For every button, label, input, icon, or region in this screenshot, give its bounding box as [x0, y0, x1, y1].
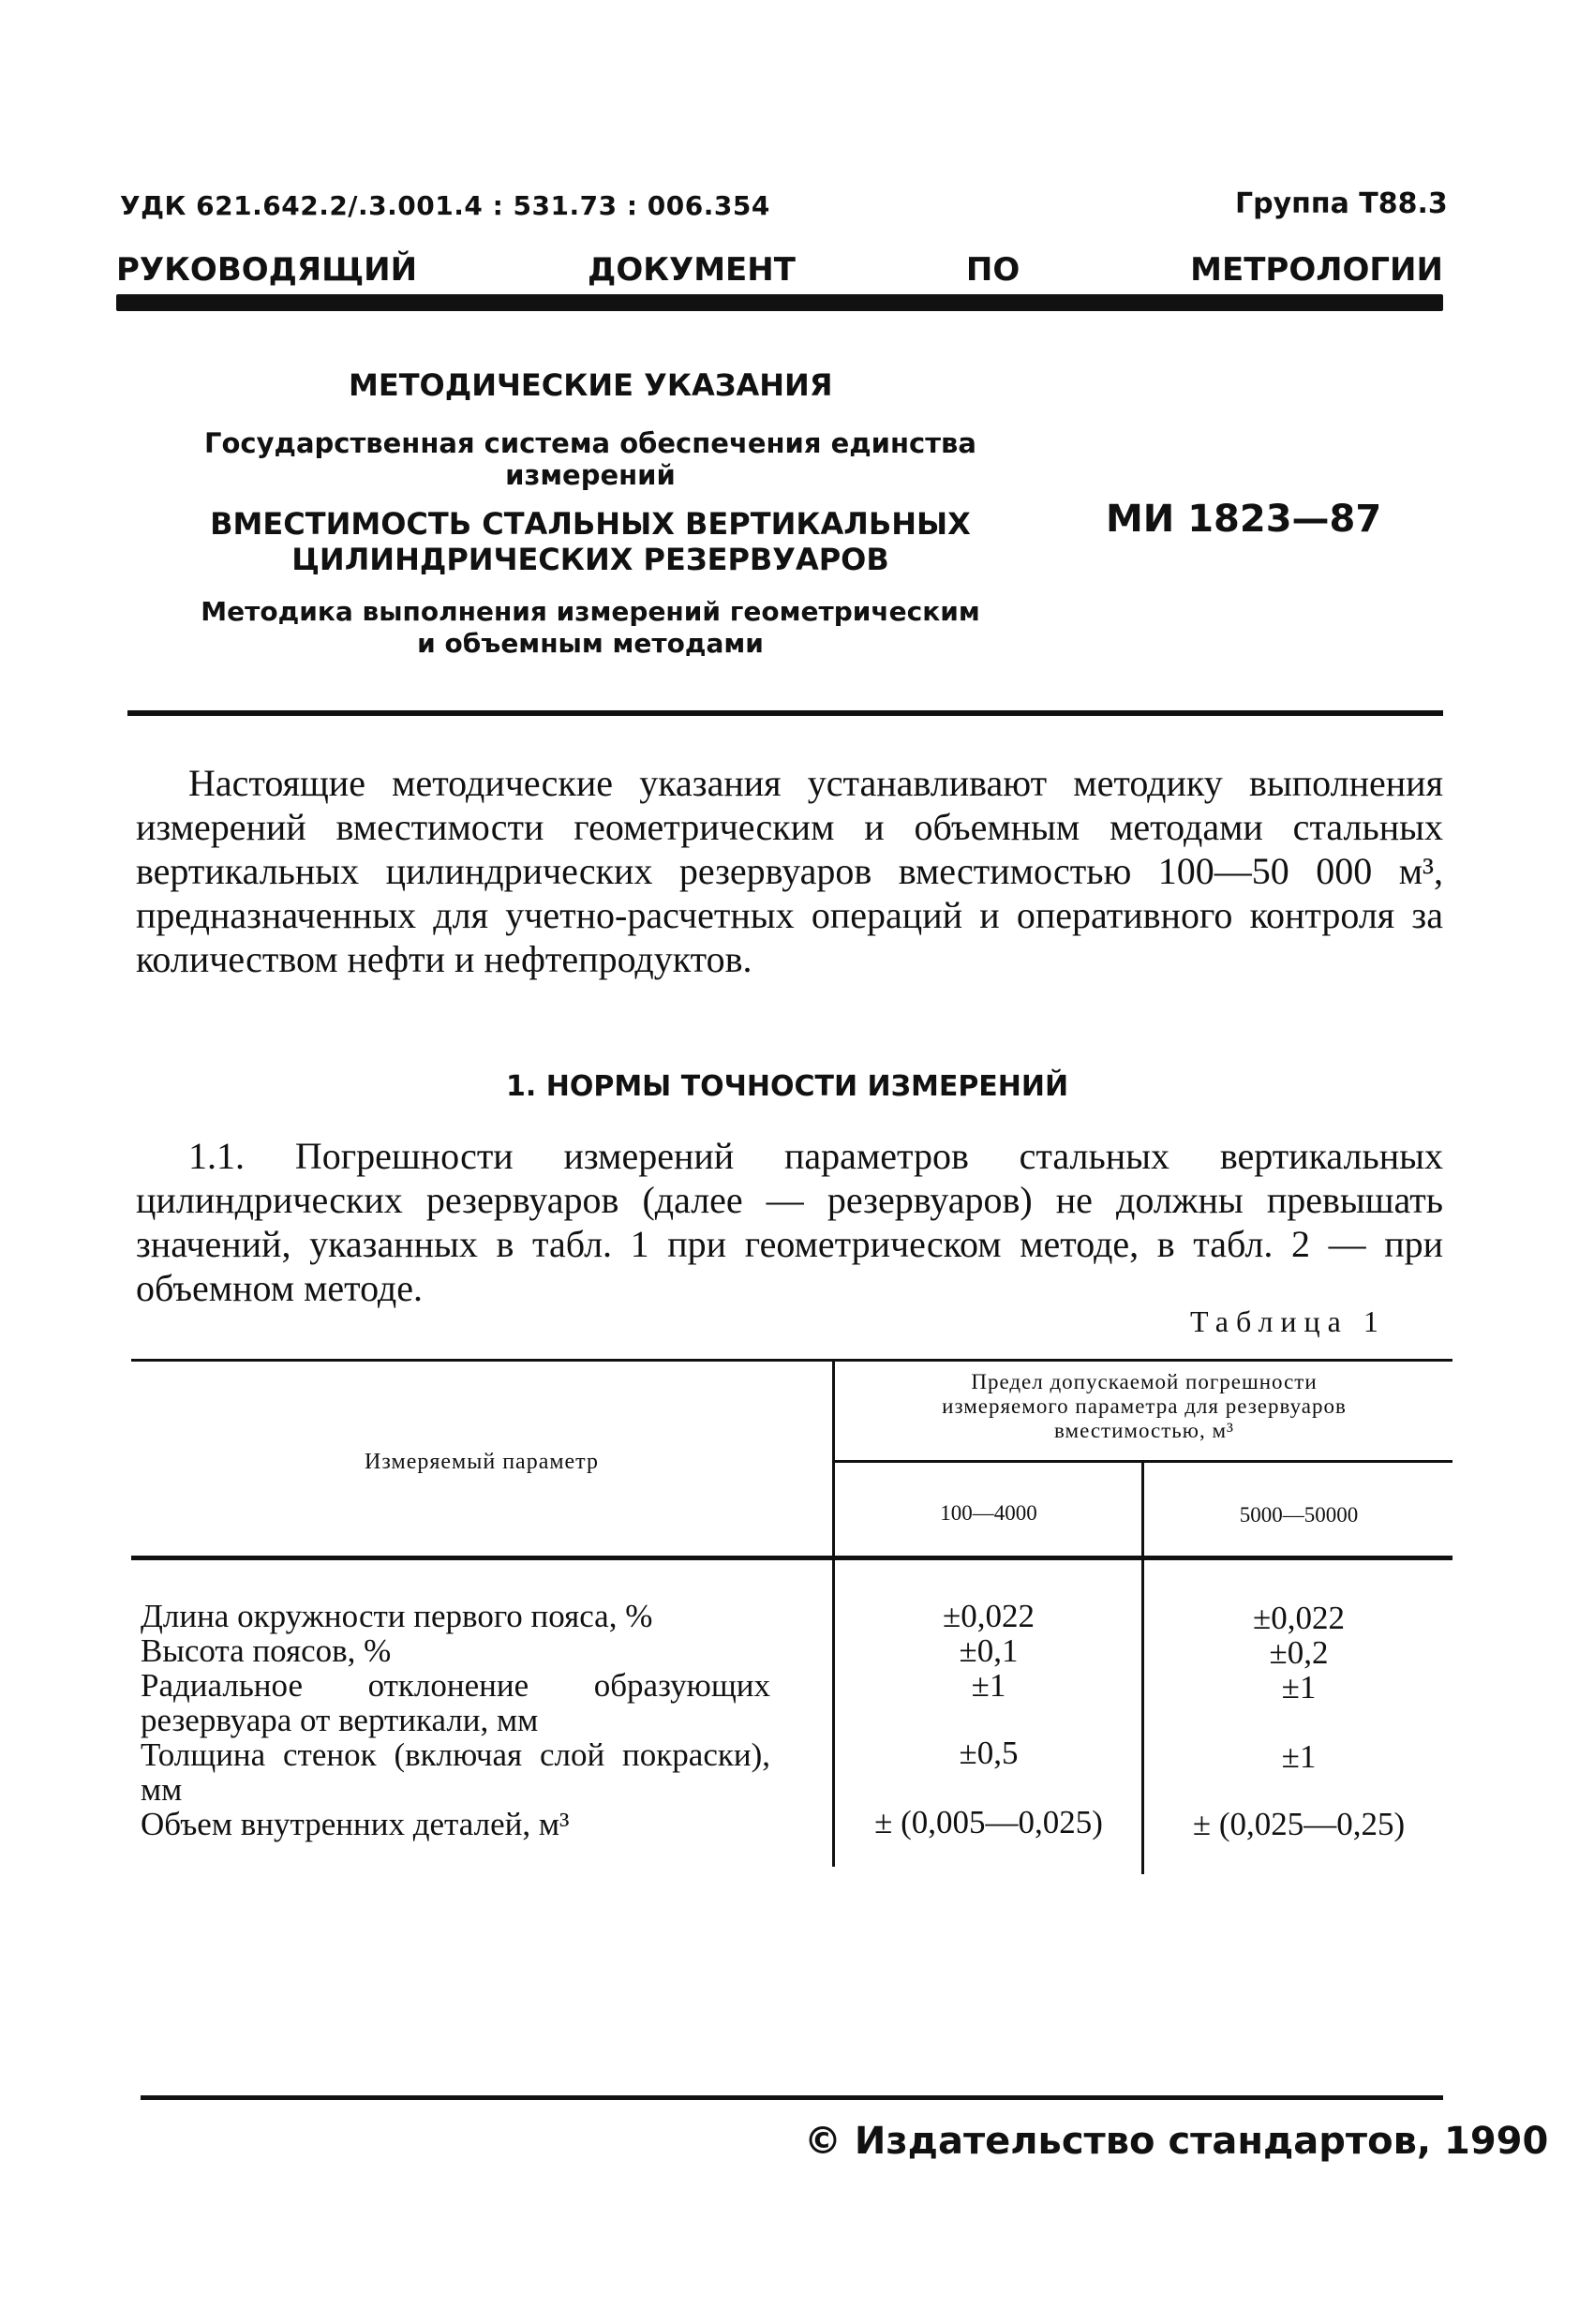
- table-caption: Таблица 1: [1190, 1304, 1386, 1338]
- document-series: [116, 251, 1443, 289]
- table-column-divider: [1141, 1462, 1144, 1874]
- document-type: МЕТОДИЧЕСКИЕ УКАЗАНИЯ: [349, 367, 833, 403]
- paragraph-1-1: 1.1. Погрешности измерений параметров стальных вертикальных цилиндрических резервуаров (далее — резервуаров) не должны превышать значений, указанных в табл. 1 при геометрическом методе, в табл. 2 — при объемном методе.: [136, 1135, 1443, 1309]
- table-header-rule: [131, 1556, 1452, 1560]
- table-header-param: Измеряемый параметр: [365, 1450, 599, 1474]
- table-row-param: Толщина стенок (включая слой покраски), мм: [141, 1736, 770, 1808]
- series-word: ПО: [965, 251, 1020, 289]
- table-row-value-col1: ±1: [971, 1667, 1006, 1704]
- table-row-value-col2: ±0,022: [1253, 1600, 1345, 1636]
- table-row-param: Высота поясов, %: [141, 1632, 392, 1669]
- system-title-line: Государственная система обеспечения единства: [204, 427, 976, 459]
- header-rule: [116, 294, 1443, 311]
- table-header-limit: [836, 1370, 1452, 1443]
- table-row-value-col1: ±0,5: [959, 1735, 1019, 1771]
- table-header-col2: 5000—50000: [1239, 1503, 1359, 1527]
- method-title-line: Методика выполнения измерений геометрическим: [201, 596, 980, 627]
- table-header-limit-line: Предел допускаемой погрешности: [971, 1370, 1318, 1393]
- table-row-value-col2: ±0,2: [1269, 1634, 1329, 1671]
- table-column-divider: [832, 1361, 835, 1867]
- series-word: ДОКУМЕНТ: [588, 251, 796, 289]
- table-row-param: Радиальное отклонение образующих резервуара от вертикали, мм: [141, 1667, 770, 1738]
- table-header-limit-line: вместимостью, м³: [1054, 1419, 1234, 1442]
- method-title-line: и объемным методами: [417, 628, 764, 659]
- subject-title-line: ЦИЛИНДРИЧЕСКИХ РЕЗЕРВУАРОВ: [291, 542, 889, 577]
- table-row-value-col1: ±0,1: [959, 1632, 1019, 1669]
- series-word: РУКОВОДЯЩИЙ: [116, 251, 418, 289]
- system-title: [169, 427, 1012, 491]
- udk-code: УДК 621.642.2/.3.001.4 : 531.73 : 006.354: [120, 190, 770, 221]
- table-row-value-col2: ±1: [1281, 1669, 1317, 1706]
- table-row-value-col1: ± (0,005—0,025): [874, 1804, 1103, 1840]
- intro-paragraph: Настоящие методические указания устанавливают методику выполнения измерений вместимости геометрическим и объемным методами стальных вертикальных цилиндрических резервуаров вместимостью 100—50 000 м³, предназначенных для учетно-расчетных операций и оперативного контроля за количеством нефти и нефтепродуктов.: [136, 762, 1443, 980]
- footer-rule: [141, 2095, 1443, 2100]
- subject-title: [169, 506, 1012, 577]
- table-row-value-col2: ± (0,025—0,25): [1192, 1806, 1406, 1842]
- table-header-col1: 100—4000: [940, 1501, 1037, 1525]
- system-title-line: измерений: [505, 459, 676, 491]
- table-row-value-col1: ±0,022: [943, 1598, 1035, 1634]
- document-number: МИ 1823—87: [1106, 498, 1382, 541]
- table-subheader-rule: [834, 1460, 1452, 1463]
- table-row-param: Длина окружности первого пояса, %: [141, 1598, 653, 1634]
- publisher-line: © Издательство стандартов, 1990: [804, 2120, 1549, 2163]
- table-header-limit-line: измеряемого параметра для резервуаров: [942, 1394, 1347, 1418]
- title-rule: [127, 710, 1443, 716]
- subject-title-line: ВМЕСТИМОСТЬ СТАЛЬНЫХ ВЕРТИКАЛЬНЫХ: [210, 506, 971, 542]
- table-row-param: Объем внутренних деталей, м³: [141, 1806, 570, 1842]
- section-heading: 1. НОРМЫ ТОЧНОСТИ ИЗМЕРЕНИЙ: [506, 1070, 1069, 1103]
- group-code: Группа Т88.3: [1235, 187, 1448, 220]
- table-top-rule: [131, 1359, 1452, 1362]
- table-row-value-col2: ±1: [1281, 1738, 1317, 1775]
- method-title: [169, 596, 1012, 660]
- series-word: МЕТРОЛОГИИ: [1190, 251, 1443, 289]
